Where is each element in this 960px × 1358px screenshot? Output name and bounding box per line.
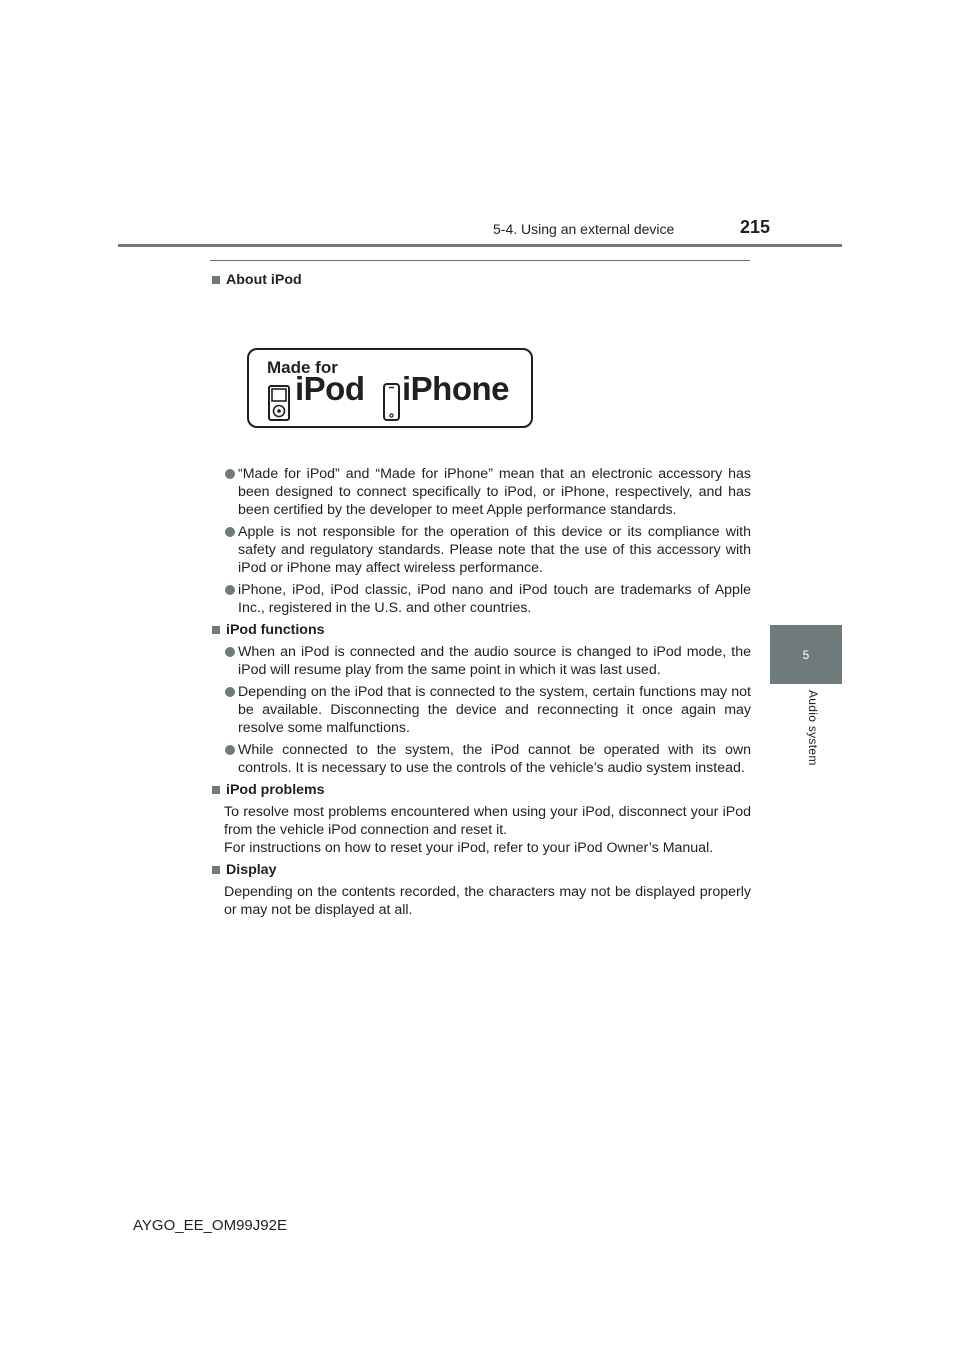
bullet-item: iPhone, iPod, iPod classic, iPod nano and iPod touch are trademarks of Apple Inc., registered in the U.S. and other countries. — [210, 581, 751, 617]
square-bullet-icon — [212, 786, 220, 794]
header-divider — [118, 244, 842, 247]
bullet-item: Depending on the iPod that is connected to the system, certain functions may not be available. Disconnecting the device and reconnecting it once again may resolve some malfunctions. — [210, 683, 751, 737]
page-number: 215 — [740, 217, 771, 237]
section-heading-functions — [210, 621, 751, 639]
square-bullet-icon — [212, 866, 220, 874]
section-heading-problems — [210, 781, 751, 799]
round-bullet-icon — [225, 585, 235, 595]
bullet-item: When an iPod is connected and the audio source is changed to iPod mode, the iPod will resume play from the same point in which it was last used. — [210, 643, 751, 679]
round-bullet-icon — [225, 745, 235, 755]
chapter-number: 5 — [802, 647, 810, 662]
chapter-tab — [770, 625, 842, 684]
logo-ipod-text: iPod — [295, 370, 365, 407]
header-section-title: 5-4. Using an external device — [493, 221, 675, 237]
paragraph: Depending on the contents recorded, the characters may not be displayed properly or may not be displayed at all. — [224, 884, 751, 918]
bullet-item: Apple is not responsible for the operation of this device or its compliance with safety and regulatory standards. Please note that the use of this accessory with iPod or iPhone may affect wireless performance. — [210, 523, 751, 577]
round-bullet-icon — [225, 687, 235, 697]
bullet-item: “Made for iPod” and “Made for iPhone” mean that an electronic accessory has been designed to connect specifically to iPod, or iPhone, respectively, and has been certified by the developer to meet Apple performance standards. — [210, 465, 751, 519]
heading-text: About iPod — [226, 272, 302, 288]
logo-made-for-text: Made for — [267, 358, 338, 377]
content-divider — [210, 260, 750, 261]
square-bullet-icon — [212, 276, 220, 284]
square-bullet-icon — [212, 626, 220, 634]
logo-iphone-text: iPhone — [402, 370, 510, 407]
page-content — [210, 267, 751, 919]
paragraph: To resolve most problems encountered when using your iPod, disconnect your iPod from the vehicle iPod connection and reset it. For instructions on how to reset your iPod, refer to your iPod Owner’s Manual. — [224, 804, 751, 856]
document-code: AYGO_EE_OM99J92E — [133, 1217, 287, 1234]
chapter-label: Audio system — [806, 690, 820, 766]
section-heading-display — [210, 861, 751, 879]
iphone-icon — [383, 383, 400, 421]
section-heading-about — [210, 271, 751, 289]
round-bullet-icon — [225, 527, 235, 537]
round-bullet-icon — [225, 647, 235, 657]
made-for-ipod-iphone-logo — [247, 348, 533, 428]
ipod-icon — [268, 385, 290, 421]
heading-text: iPod functions — [226, 622, 325, 638]
round-bullet-icon — [225, 469, 235, 479]
heading-text: iPod problems — [226, 782, 325, 798]
heading-text: Display — [226, 862, 277, 878]
bullet-item: While connected to the system, the iPod cannot be operated with its own controls. It is necessary to use the controls of the vehicle’s audio system instead. — [210, 741, 751, 777]
